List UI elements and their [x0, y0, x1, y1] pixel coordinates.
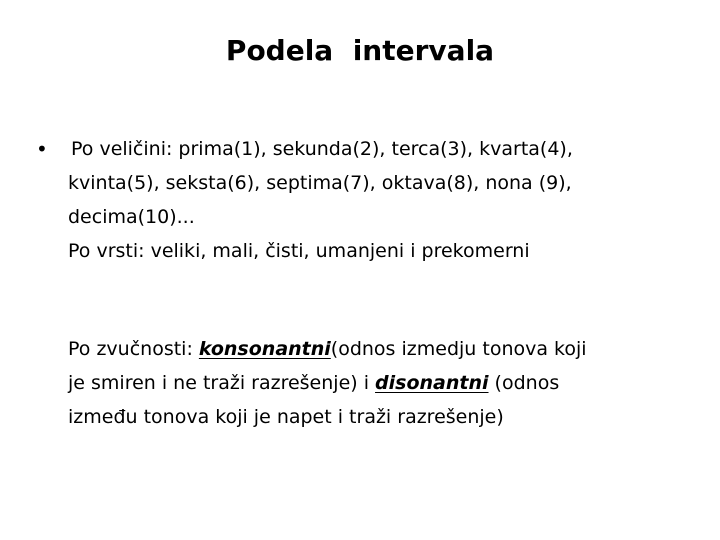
- text-line: između tonova koji je napet i traži razrešenje): [68, 406, 504, 428]
- term-disonantni: disonantni: [375, 372, 489, 394]
- text-line: [68, 332, 587, 366]
- bullet-icon: •: [36, 137, 48, 161]
- text-fragment: je smiren i ne traži razrešenje) i: [68, 372, 376, 394]
- term-konsonantni: konsonantni: [198, 338, 331, 360]
- text-line: Po veličini: prima(1), sekunda(2), terca(3), kvarta(4),: [71, 138, 573, 160]
- text-fragment: (odnos: [488, 372, 560, 394]
- interval-sound-text: [68, 332, 587, 434]
- text-fragment: Po zvučnosti:: [68, 338, 199, 360]
- text-line: [68, 366, 587, 400]
- interval-size-text: [68, 132, 573, 268]
- text-line: kvinta(5), seksta(6), septima(7), oktava(8), nona (9),: [68, 172, 572, 194]
- text-line: Po vrsti: veliki, mali, čisti, umanjeni i prekomerni: [68, 240, 530, 262]
- text-line: decima(10)...: [68, 206, 195, 228]
- slide-title: Podela intervala: [225, 34, 495, 67]
- text-fragment: (odnos izmedju tonova koji: [330, 338, 587, 360]
